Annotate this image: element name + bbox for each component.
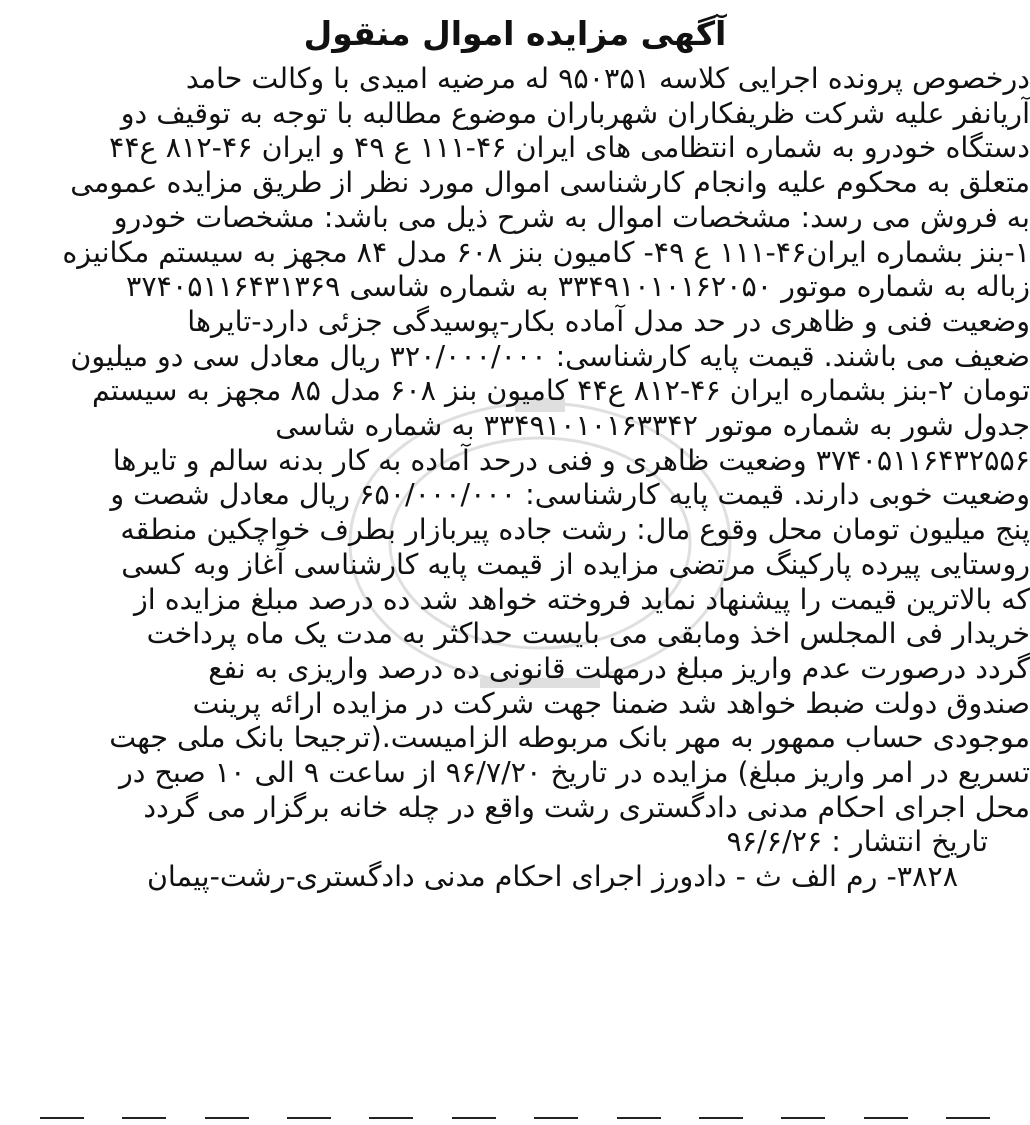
body-line: ۳۷۴۰۵۱۱۶۴۳۲۵۵۶ وضعیت ظاهری و فنی درحد آماده به کار بدنه سالم و تایرها bbox=[112, 443, 1030, 477]
body-line: درخصوص پرونده اجرایی کلاسه ۹۵۰۳۵۱ له مرضیه امیدی با وکالت حامد bbox=[185, 62, 1030, 95]
publish-date: تاریخ انتشار : ۹۶/۶/۲۶ bbox=[726, 825, 988, 859]
body-line: خریدار فی المجلس اخذ ومابقی می بایست حداکثر به مدت یک ماه پرداخت bbox=[146, 617, 1030, 651]
body-line: به فروش می رسد: مشخصات اموال به شرح ذیل می باشد: مشخصات خودرو bbox=[113, 200, 1030, 234]
body-line: وضعیت خوبی دارند. قیمت پایه کارشناسی: ۶۵۰/۰۰۰/۰۰۰ ریال معادل شصت و bbox=[110, 478, 1030, 512]
body-line: وضعیت فنی و ظاهری در حد مدل آماده بکار-پوسیدگی جزئی دارد-تایرها bbox=[187, 304, 1030, 338]
body-line: دستگاه خودرو به شماره انتظامی های ایران ۴۶-۱۱۱ ع ۴۹ و ایران ۴۶-۸۱۲ ع۴۴ bbox=[109, 131, 1030, 165]
notice-title: آگهی مزایده اموال منقول bbox=[303, 14, 727, 53]
body-line: روستایی پیرده پارکینگ مرتضی مزایده از قیمت پایه کارشناسی آغاز وبه کسی bbox=[121, 547, 1030, 581]
body-line: صندوق دولت ضبط خواهد شد ضمنا جهت شرکت در مزایده ارائه پرینت bbox=[192, 686, 1030, 720]
signature-line: ۳۸۲۸- رم الف ث - دادورز اجرای احکام مدنی دادگستری-رشت-پیمان bbox=[146, 860, 958, 894]
body-line: ضعیف می باشند. قیمت پایه کارشناسی: ۳۲۰/۰۰۰/۰۰۰ ریال معادل سی دو میلیون bbox=[70, 339, 1030, 373]
body-line: متعلق به محکوم علیه وانجام کارشناسی اموال مورد نظر از طریق مزایده عمومی bbox=[70, 166, 1030, 200]
body-line: زباله به شماره موتور ۳۳۴۹۱۰۱۰۱۶۲۰۵۰ به شماره شاسی ۳۷۴۰۵۱۱۶۴۳۱۳۶۹ bbox=[126, 270, 1030, 304]
body-line: تسریع در امر واریز مبلغ) مزایده در تاریخ ۹۶/۷/۲۰ از ساعت ۹ الی ۱۰ صبح در bbox=[119, 756, 1030, 790]
body-line: پنج میلیون تومان محل وقوع مال: رشت جاده پیربازار بطرف خواچکین منطقه bbox=[120, 513, 1030, 547]
body-line: ۱-بنز بشماره ایران۴۶-۱۱۱ ع ۴۹- کامیون بنز ۶۰۸ مدل ۸۴ مجهز به سیستم مکانیزه bbox=[62, 235, 1030, 269]
body-line: تومان ۲-بنز بشماره ایران ۴۶-۸۱۲ ع۴۴ کامیون بنز ۶۰۸ مدل ۸۵ مجهز به سیستم bbox=[91, 374, 1030, 408]
notice-body bbox=[0, 62, 1030, 895]
body-line: جدول شور به شماره موتور ۳۳۴۹۱۰۱۰۱۶۳۳۴۲ به شماره شاسی bbox=[275, 409, 1030, 443]
body-line: موجودی حساب ممهور به مهر بانک مربوطه الزامیست.(ترجیحا بانک ملی جهت bbox=[109, 721, 1030, 755]
body-line: گردد درصورت عدم واریز مبلغ درمهلت قانونی ده درصد واریزی به نفع bbox=[208, 651, 1030, 685]
body-line: آریانفر علیه شرکت ظریفکاران شهرباران موضوع مطالبه با توجه به توقیف دو bbox=[120, 96, 1030, 130]
body-line: محل اجرای احکام مدنی دادگستری رشت واقع در چله خانه برگزار می گردد bbox=[143, 790, 1030, 824]
body-line: که بالاترین قیمت را پیشنهاد نماید فروخته خواهد شد ده درصد مبلغ مزایده از bbox=[133, 582, 1030, 616]
bottom-dashed-rule bbox=[40, 1117, 990, 1123]
